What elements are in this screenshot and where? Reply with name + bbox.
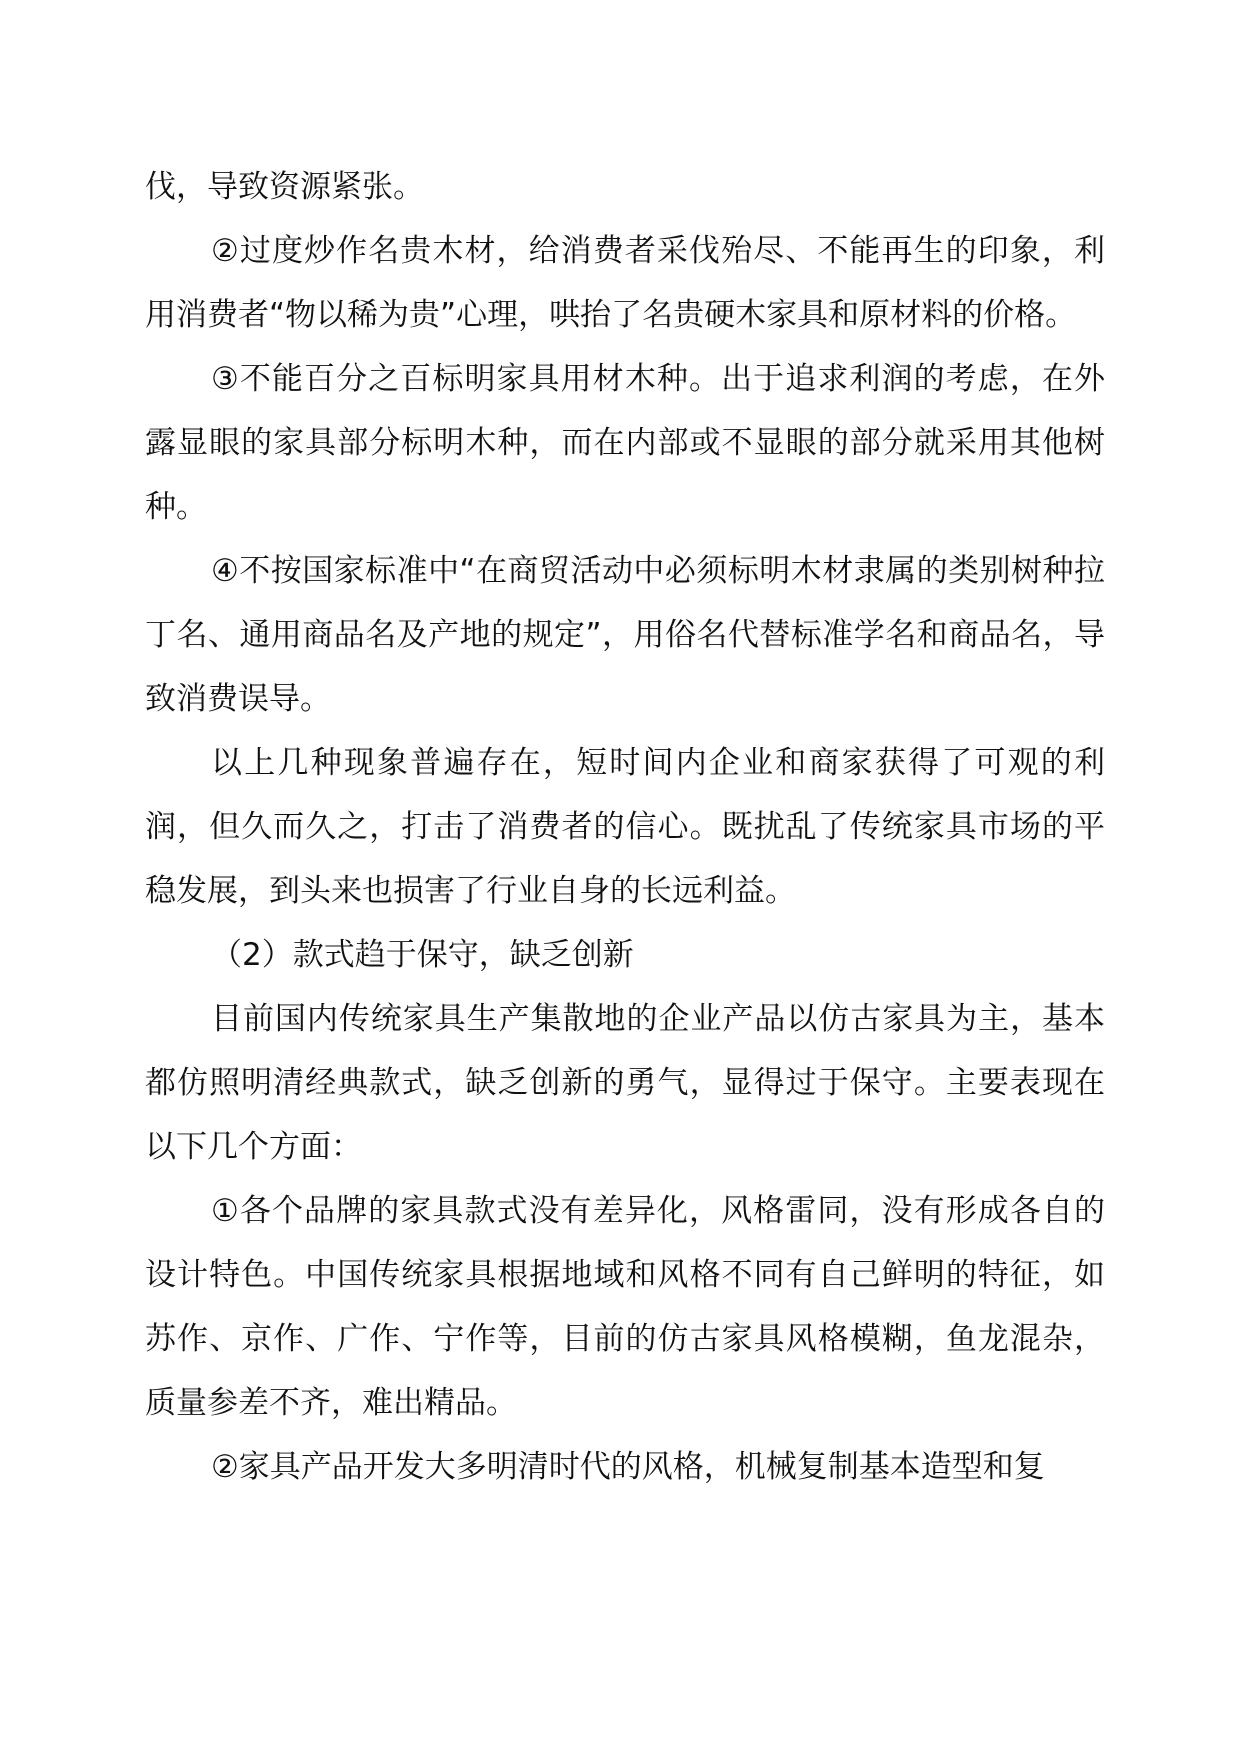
paragraph-item-2: ②过度炒作名贵木材，给消费者采伐殆尽、不能再生的印象，利用消费者“物以稀为贵”心理，哄抬了名贵硬木家具和原材料的价格。	[145, 233, 1105, 333]
paragraph-intro: 目前国内传统家具生产集散地的企业产品以仿古家具为主，基本都仿照明清经典款式，缺乏创新的勇气，显得过于保守。主要表现在以下几个方面：	[145, 1001, 1105, 1165]
paragraph-continuation: 伐，导致资源紧张。	[145, 169, 424, 205]
paragraph-item-4: ④不按国家标准中“在商贸活动中必须标明木材隶属的类别树种拉丁名、通用商品名及产地的规定”，用俗名代替标准学名和商品名，导致消费误导。	[145, 553, 1105, 717]
paragraph-item-3: ③不能百分之百标明家具用材木种。出于追求利润的考虑，在外露显眼的家具部分标明木种，而在内部或不显眼的部分就采用其他树种。	[145, 361, 1105, 525]
body-text	[145, 155, 1105, 1499]
section-heading: （2）款式趋于保守，缺乏创新	[211, 937, 634, 973]
paragraph-item-1: ①各个品牌的家具款式没有差异化，风格雷同，没有形成各自的设计特色。中国传统家具根据地域和风格不同有自己鲜明的特征，如苏作、京作、广作、宁作等，目前的仿古家具风格模糊，鱼龙混杂，质量参差不齐，难出精品。	[145, 1193, 1105, 1421]
paragraph-summary: 以上几种现象普遍存在，短时间内企业和商家获得了可观的利润，但久而久之，打击了消费者的信心。既扰乱了传统家具市场的平稳发展，到头来也损害了行业自身的长远利益。	[145, 745, 1105, 909]
paragraph-item-2b: ②家具产品开发大多明清时代的风格，机械复制基本造型和复	[211, 1449, 1045, 1485]
